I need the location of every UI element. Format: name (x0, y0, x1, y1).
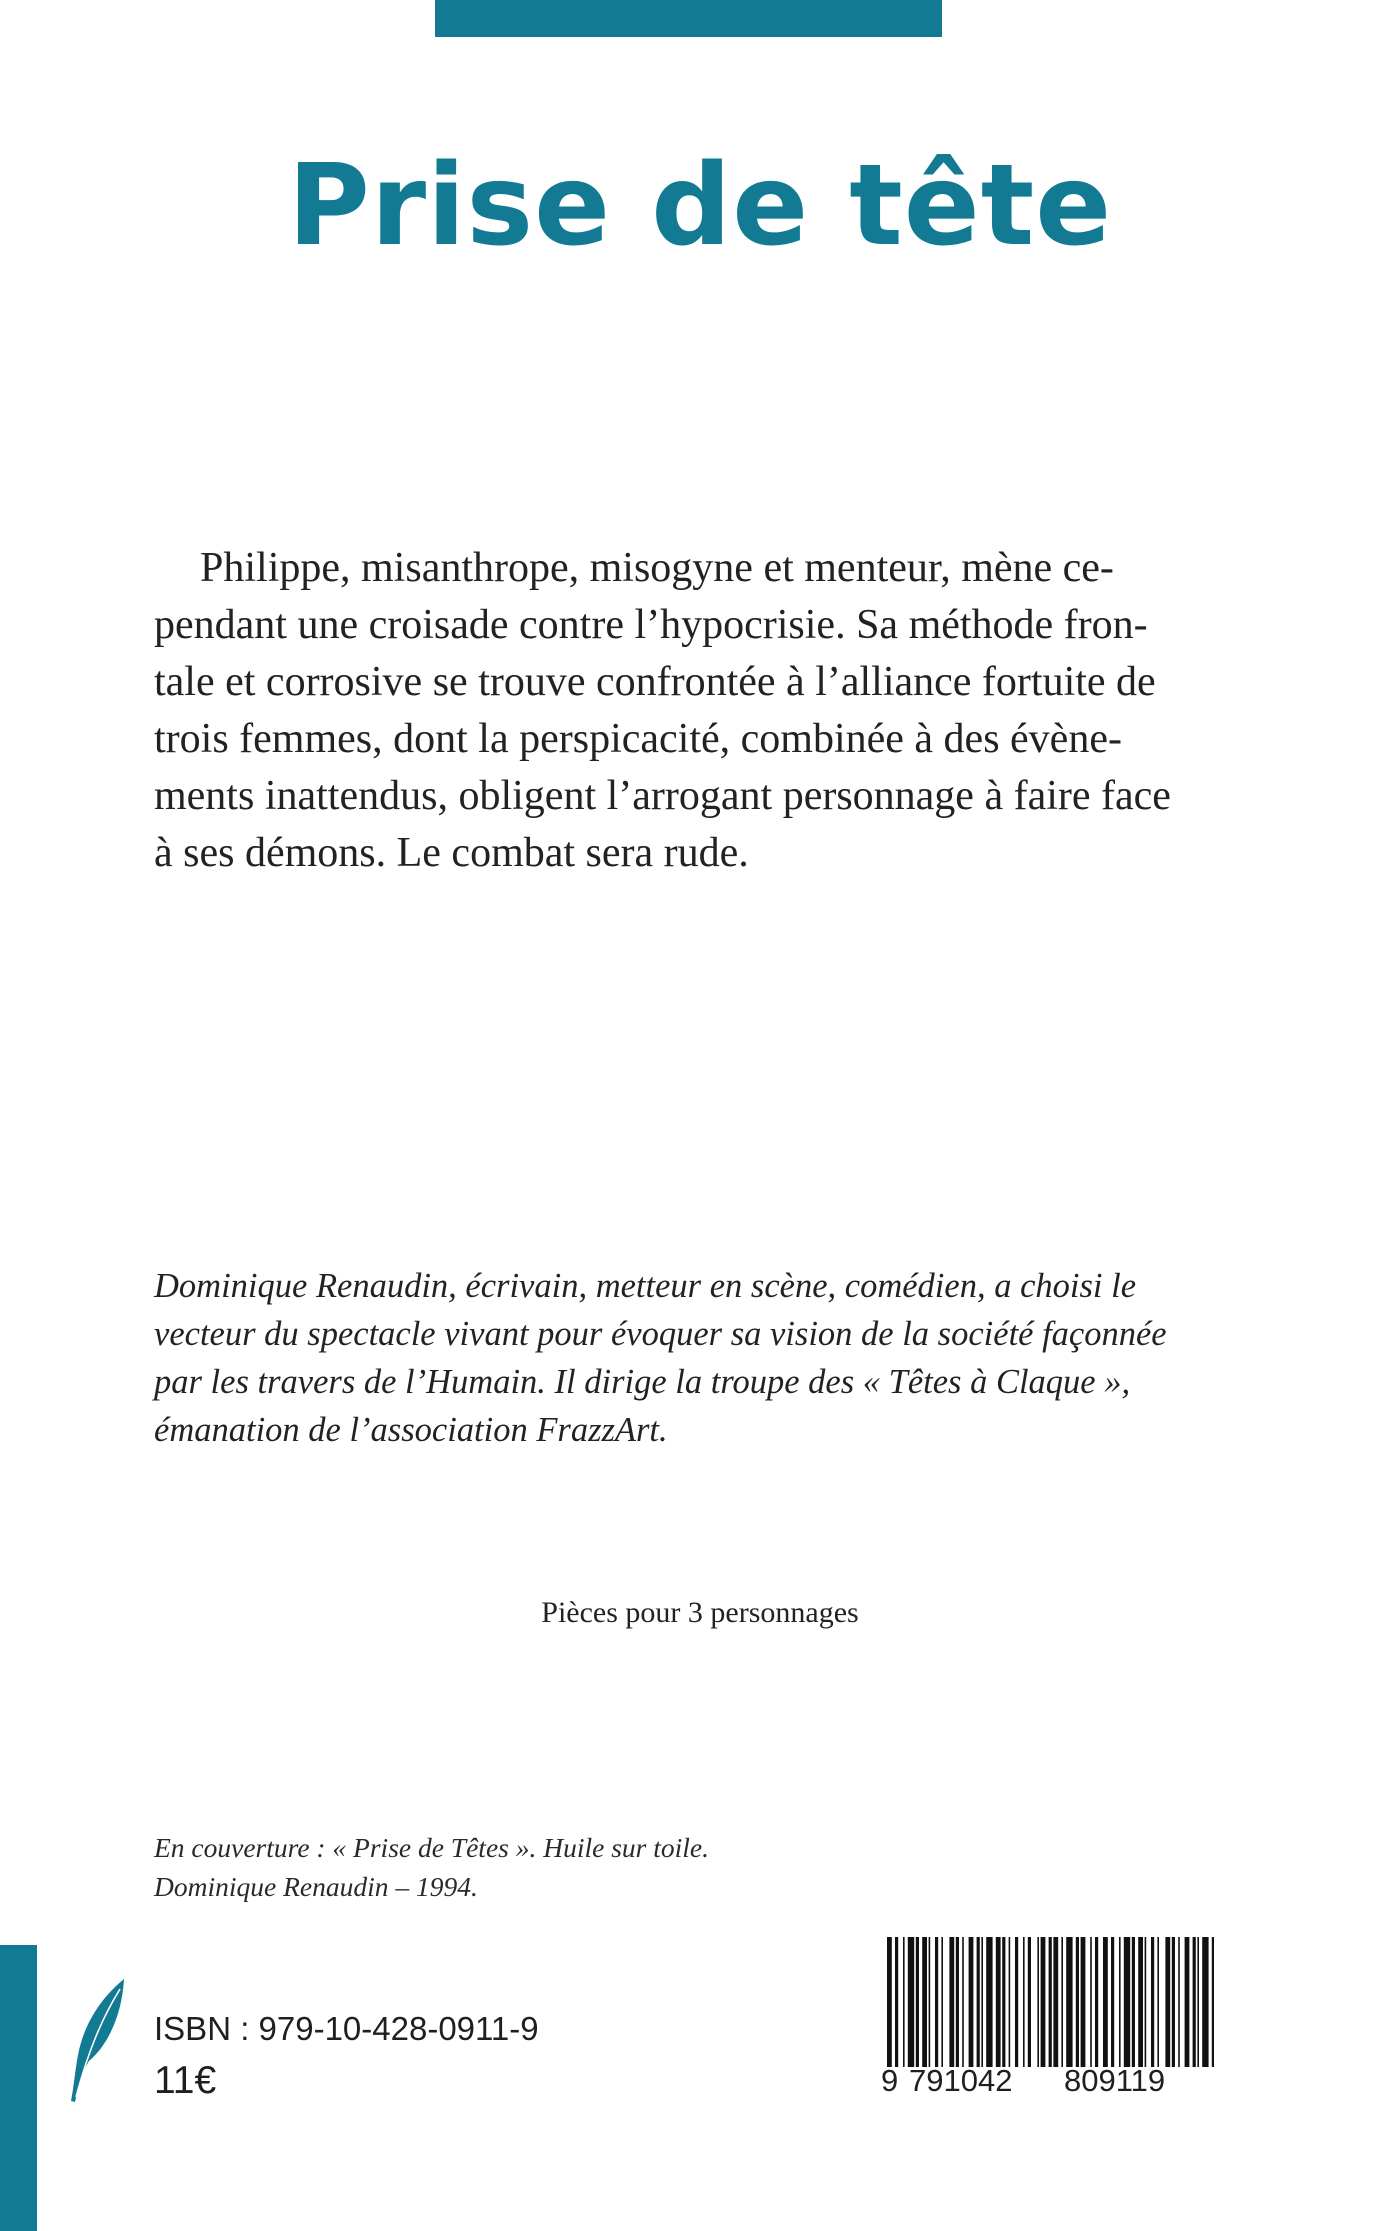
barcode-bar (969, 1937, 974, 2067)
barcode-bar (922, 1937, 927, 2067)
barcode-bar (1090, 1937, 1092, 2067)
barcode-bar (1212, 1937, 1214, 2067)
barcode-bar (981, 1937, 983, 2067)
barcode-digits (881, 2063, 1220, 2103)
summary-line: trois femmes, dont la perspicacité, combinée à des évène- (154, 716, 1122, 762)
barcode-bar (962, 1937, 964, 2067)
barcode-bar (1041, 1937, 1046, 2067)
bottom-left-accent-bar (0, 1945, 37, 2231)
barcode-lead-digit: 9 (881, 2063, 899, 2098)
barcode-bar (1193, 1937, 1196, 2067)
barcode-bar (1061, 1937, 1063, 2067)
barcode-bar (996, 1937, 1001, 2067)
barcode-bar (1103, 1937, 1108, 2067)
barcode-bar (1066, 1937, 1072, 2067)
barcode-bar (949, 1937, 954, 2067)
barcode-bar (1053, 1937, 1058, 2067)
author-bio (154, 1262, 1230, 1454)
summary-line: Philippe, misanthrope, misogyne et menteur, mène ce- (200, 545, 1114, 591)
summary-line: pendant une croisade contre l’hypocrisie. Sa méthode fron- (154, 602, 1148, 648)
barcode-bar (1119, 1937, 1121, 2067)
credit-line: En couverture : « Prise de Têtes ». Huile sur toile. (154, 1832, 709, 1863)
bio-line: vecteur du spectacle vivant pour évoquer sa vision de la société façonnée (154, 1315, 1167, 1353)
barcode-bar (1165, 1937, 1170, 2067)
barcode-bar (1037, 1937, 1039, 2067)
price: 11€ (154, 2059, 217, 2102)
barcode-bar (1202, 1937, 1208, 2067)
barcode-bar (1049, 1937, 1052, 2067)
cover-credit (154, 1828, 709, 1906)
summary-line: ments inattendus, obligent l’arrogant personnage à faire face (154, 773, 1171, 819)
barcode-bar (895, 1937, 898, 2067)
barcode-bar (1028, 1937, 1031, 2067)
barcode-right-group: 809119 (1064, 2063, 1166, 2098)
summary-paragraph (154, 540, 1230, 882)
book-title: Prise de tête (287, 141, 1113, 271)
barcode-bar (1138, 1937, 1143, 2067)
bio-line: par les travers de l’Humain. Il dirige la troupe des « Têtes à Claque », (154, 1363, 1131, 1401)
barcode-bar (1151, 1937, 1154, 2067)
bio-line: Dominique Renaudin, écrivain, metteur en scène, comédien, a choisi le (154, 1267, 1137, 1305)
summary-line: à ses démons. Le combat sera rude. (154, 830, 749, 876)
barcode-bar (1015, 1937, 1018, 2067)
barcode-bar (977, 1937, 980, 2067)
barcode-bar (1076, 1937, 1079, 2067)
barcode-bar (1002, 1937, 1005, 2067)
barcode-bar (1172, 1937, 1175, 2067)
isbn-number: ISBN : 979-10-428-0911-9 (154, 2010, 539, 2047)
barcode-bar (1111, 1937, 1114, 2067)
barcode-bars (881, 1937, 1220, 2067)
barcode-bar (1095, 1937, 1098, 2067)
barcode-bar (1185, 1937, 1190, 2067)
barcode-bar (1197, 1937, 1199, 2067)
barcode-bar (941, 1937, 943, 2067)
credit-line: Dominique Renaudin – 1994. (154, 1871, 478, 1902)
barcode-bar (1157, 1937, 1159, 2067)
barcode-bar (935, 1937, 938, 2067)
barcode-bar (956, 1937, 959, 2067)
barcode-bar (903, 1937, 905, 2067)
quill-icon (62, 1975, 132, 2105)
barcode (881, 1937, 1220, 2107)
top-accent-bar (435, 0, 942, 37)
barcode-bar (1145, 1937, 1147, 2067)
barcode-bar (887, 1937, 892, 2067)
barcode-bar (908, 1937, 914, 2067)
barcode-bar (916, 1937, 919, 2067)
summary-line: tale et corrosive se trouve confrontée à l’alliance fortuite de (154, 659, 1156, 705)
barcode-bar (1009, 1937, 1011, 2067)
barcode-left-group: 791042 (909, 2063, 1013, 2098)
bio-line: émanation de l’association FrazzArt. (154, 1411, 668, 1449)
barcode-bar (1132, 1937, 1135, 2067)
barcode-bar (986, 1937, 992, 2067)
barcode-bar (929, 1937, 931, 2067)
barcode-bar (1081, 1937, 1086, 2067)
barcode-bar (1124, 1937, 1130, 2067)
barcode-bar (1178, 1937, 1180, 2067)
genre-note: Pièces pour 3 personnages (541, 1596, 859, 1629)
barcode-bar (1023, 1937, 1025, 2067)
